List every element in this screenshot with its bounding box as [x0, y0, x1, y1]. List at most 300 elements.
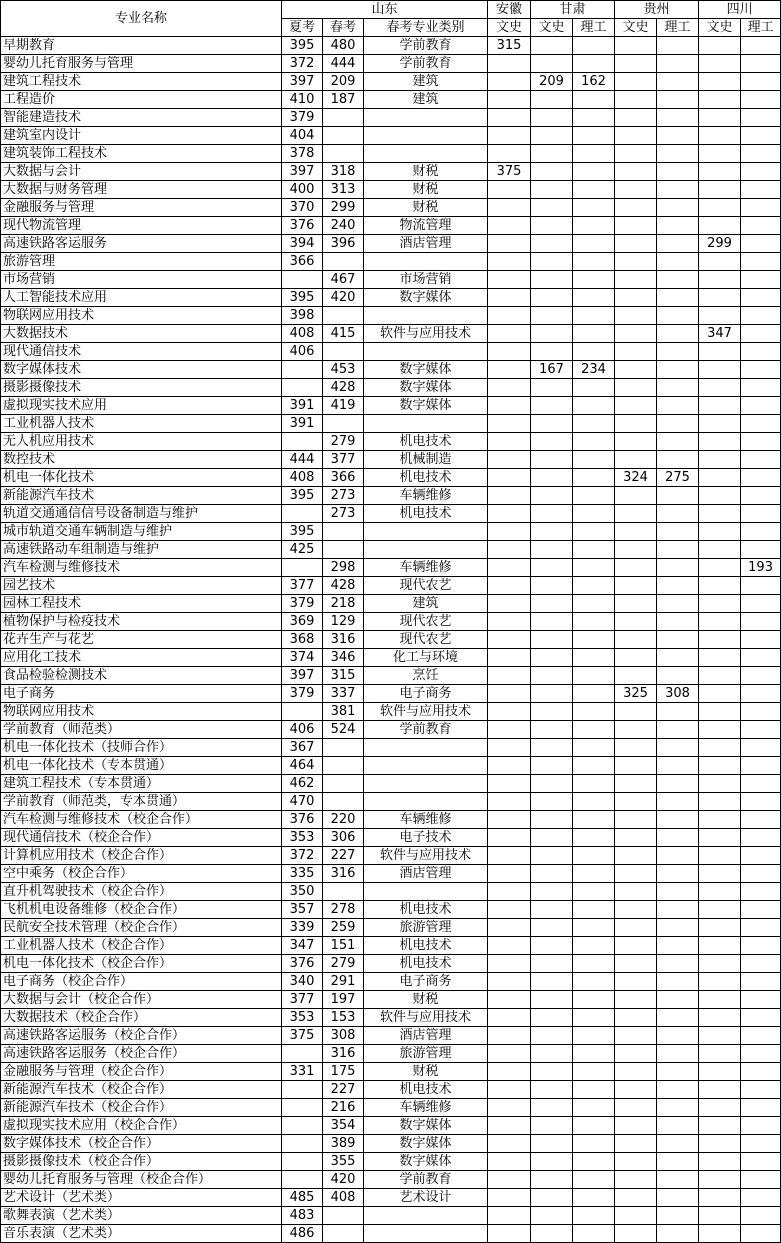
- major-name-cell: 高速铁路客运服务: [1, 235, 282, 253]
- guizhou-arts-cell: [615, 379, 657, 397]
- major-name-cell: 人工智能技术应用: [1, 289, 282, 307]
- table-row: [1, 415, 781, 433]
- gansu-arts-cell: [531, 145, 573, 163]
- sichuan-arts-cell: [699, 631, 741, 649]
- anhui-arts-cell: [488, 595, 531, 613]
- sichuan-arts-cell: [699, 1081, 741, 1099]
- summer-score-cell: 378: [282, 145, 323, 163]
- gansu-science-cell: [573, 721, 615, 739]
- sichuan-science-cell: [741, 847, 781, 865]
- guizhou-science-cell: [657, 181, 699, 199]
- gansu-science-cell: [573, 613, 615, 631]
- gansu-science-cell: [573, 91, 615, 109]
- gansu-science-cell: [573, 1117, 615, 1135]
- gansu-arts-cell: [531, 1153, 573, 1171]
- guizhou-arts-cell: [615, 523, 657, 541]
- anhui-arts-cell: [488, 793, 531, 811]
- summer-score-cell: [282, 1135, 323, 1153]
- sichuan-arts-cell: [699, 901, 741, 919]
- anhui-arts-cell: [488, 289, 531, 307]
- spring-score-cell: 316: [323, 631, 364, 649]
- spring-category-cell: 学前教育: [364, 721, 488, 739]
- guizhou-science-cell: [657, 649, 699, 667]
- sichuan-arts-cell: 299: [699, 235, 741, 253]
- spring-score-cell: 259: [323, 919, 364, 937]
- guizhou-science-cell: [657, 487, 699, 505]
- anhui-arts-cell: [488, 1009, 531, 1027]
- sichuan-science-cell: [741, 217, 781, 235]
- sichuan-arts-cell: [699, 181, 741, 199]
- sichuan-science-cell: [741, 757, 781, 775]
- gansu-arts-cell: [531, 199, 573, 217]
- major-name-cell: 音乐表演（艺术类）: [1, 1225, 282, 1243]
- guizhou-arts-cell: [615, 1225, 657, 1243]
- major-name-cell: 飞机机电设备维修（校企合作）: [1, 901, 282, 919]
- gansu-arts-cell: [531, 1063, 573, 1081]
- sichuan-science-cell: [741, 289, 781, 307]
- major-name-cell: 新能源汽车技术（校企合作）: [1, 1081, 282, 1099]
- guizhou-arts-cell: [615, 631, 657, 649]
- spring-score-cell: 366: [323, 469, 364, 487]
- spring-score-cell: 220: [323, 811, 364, 829]
- guizhou-science-cell: [657, 613, 699, 631]
- table-row: [1, 235, 781, 253]
- anhui-arts-cell: [488, 181, 531, 199]
- summer-score-cell: 398: [282, 307, 323, 325]
- guizhou-science-cell: [657, 109, 699, 127]
- guizhou-science-cell: [657, 361, 699, 379]
- anhui-arts-cell: [488, 883, 531, 901]
- guizhou-science-cell: [657, 253, 699, 271]
- gansu-arts-cell: [531, 253, 573, 271]
- table-row: [1, 829, 781, 847]
- gansu-arts-cell: [531, 595, 573, 613]
- guizhou-arts-cell: [615, 991, 657, 1009]
- table-row: [1, 505, 781, 523]
- guizhou-science-cell: [657, 307, 699, 325]
- guizhou-science-cell: [657, 1045, 699, 1063]
- spring-category-cell: 酒店管理: [364, 235, 488, 253]
- table-row: [1, 469, 781, 487]
- sichuan-arts-cell: [699, 1063, 741, 1081]
- spring-category-cell: 数字媒体: [364, 361, 488, 379]
- anhui-arts-cell: [488, 73, 531, 91]
- sichuan-arts-cell: [699, 973, 741, 991]
- sichuan-science-cell: [741, 919, 781, 937]
- sichuan-science-cell: [741, 883, 781, 901]
- sichuan-science-cell: [741, 1189, 781, 1207]
- sichuan-arts-cell: [699, 37, 741, 55]
- guizhou-science-cell: [657, 955, 699, 973]
- sichuan-science-cell: [741, 379, 781, 397]
- anhui-arts-cell: [488, 865, 531, 883]
- gansu-arts-cell: [531, 901, 573, 919]
- gansu-science-cell: [573, 811, 615, 829]
- sichuan-science-cell: [741, 271, 781, 289]
- sichuan-science-cell: [741, 631, 781, 649]
- guizhou-science-cell: [657, 235, 699, 253]
- guizhou-arts-cell: [615, 361, 657, 379]
- guizhou-science-cell: [657, 667, 699, 685]
- gansu-science-cell: [573, 469, 615, 487]
- gansu-arts-cell: [531, 793, 573, 811]
- spring-category-cell: 电子商务: [364, 973, 488, 991]
- spring-category-cell: [364, 757, 488, 775]
- major-name-cell: 建筑工程技术: [1, 73, 282, 91]
- summer-score-cell: 335: [282, 865, 323, 883]
- gansu-science-cell: [573, 847, 615, 865]
- summer-score-cell: 353: [282, 1009, 323, 1027]
- summer-score-cell: 425: [282, 541, 323, 559]
- guizhou-science-cell: [657, 721, 699, 739]
- guizhou-science-cell: [657, 379, 699, 397]
- spring-category-cell: 物流管理: [364, 217, 488, 235]
- spring-category-cell: 车辆维修: [364, 487, 488, 505]
- spring-category-cell: [364, 109, 488, 127]
- spring-score-cell: [323, 775, 364, 793]
- anhui-arts-cell: [488, 721, 531, 739]
- sichuan-science-cell: [741, 235, 781, 253]
- guizhou-science-cell: [657, 595, 699, 613]
- sichuan-science-cell: [741, 73, 781, 91]
- major-name-cell: 高速铁路客运服务（校企合作）: [1, 1027, 282, 1045]
- sichuan-arts-cell: [699, 1045, 741, 1063]
- major-name-cell: 智能建造技术: [1, 109, 282, 127]
- spring-category-cell: 机电技术: [364, 955, 488, 973]
- spring-score-cell: 278: [323, 901, 364, 919]
- major-name-cell: 电子商务: [1, 685, 282, 703]
- guizhou-science-cell: [657, 973, 699, 991]
- anhui-arts-cell: [488, 1081, 531, 1099]
- sichuan-arts-cell: [699, 685, 741, 703]
- major-name-cell: 高速铁路客运服务（校企合作）: [1, 1045, 282, 1063]
- gansu-science-cell: [573, 343, 615, 361]
- spring-category-cell: 旅游管理: [364, 1045, 488, 1063]
- spring-category-cell: 软件与应用技术: [364, 847, 488, 865]
- gansu-arts-cell: [531, 631, 573, 649]
- major-name-cell: 虚拟现实技术应用（校企合作）: [1, 1117, 282, 1135]
- guizhou-arts-cell: [615, 739, 657, 757]
- gansu-arts-cell: [531, 1081, 573, 1099]
- gansu-arts-cell: [531, 181, 573, 199]
- gansu-science-cell: [573, 829, 615, 847]
- summer-score-cell: 483: [282, 1207, 323, 1225]
- spring-category-cell: 旅游管理: [364, 919, 488, 937]
- spring-category-cell: 建筑: [364, 595, 488, 613]
- guizhou-arts-cell: [615, 235, 657, 253]
- anhui-arts-cell: [488, 361, 531, 379]
- spring-score-cell: 389: [323, 1135, 364, 1153]
- sichuan-science-cell: [741, 649, 781, 667]
- gansu-science-cell: [573, 685, 615, 703]
- table-row: [1, 253, 781, 271]
- gansu-arts-cell: [531, 721, 573, 739]
- spring-score-cell: 227: [323, 1081, 364, 1099]
- summer-score-cell: 408: [282, 325, 323, 343]
- guizhou-arts-cell: [615, 865, 657, 883]
- spring-category-cell: [364, 343, 488, 361]
- guizhou-arts-cell: [615, 667, 657, 685]
- table-row: [1, 1153, 781, 1171]
- anhui-arts-cell: 375: [488, 163, 531, 181]
- province-header-anhui: 安徽: [488, 1, 531, 19]
- table-row: [1, 1009, 781, 1027]
- gansu-science-cell: [573, 973, 615, 991]
- summer-score-cell: 397: [282, 163, 323, 181]
- summer-score-cell: 462: [282, 775, 323, 793]
- spring-score-cell: 129: [323, 613, 364, 631]
- anhui-arts-cell: [488, 253, 531, 271]
- spring-score-cell: 209: [323, 73, 364, 91]
- sichuan-science-cell: [741, 451, 781, 469]
- spring-category-cell: 车辆维修: [364, 1099, 488, 1117]
- anhui-arts-cell: [488, 1189, 531, 1207]
- spring-category-cell: 数字媒体: [364, 289, 488, 307]
- gansu-science-cell: 234: [573, 361, 615, 379]
- sichuan-arts-cell: [699, 55, 741, 73]
- sichuan-arts-cell: [699, 91, 741, 109]
- table-body: [1, 37, 781, 1243]
- sichuan-science-cell: [741, 991, 781, 1009]
- sichuan-arts-cell: [699, 379, 741, 397]
- guizhou-science-cell: [657, 145, 699, 163]
- sichuan-science-cell: [741, 1081, 781, 1099]
- spring-score-cell: 428: [323, 577, 364, 595]
- major-name-cell: 汽车检测与维修技术: [1, 559, 282, 577]
- gansu-arts-cell: [531, 37, 573, 55]
- major-name-cell: 建筑室内设计: [1, 127, 282, 145]
- table-row: [1, 973, 781, 991]
- spring-score-cell: 346: [323, 649, 364, 667]
- anhui-arts-cell: [488, 271, 531, 289]
- gansu-science-cell: [573, 253, 615, 271]
- summer-score-cell: [282, 1153, 323, 1171]
- gansu-science-cell: [573, 163, 615, 181]
- gansu-science-cell: [573, 487, 615, 505]
- summer-score-cell: [282, 361, 323, 379]
- gansu-science-cell: [573, 181, 615, 199]
- guizhou-science-cell: [657, 1117, 699, 1135]
- sichuan-arts-cell: [699, 1117, 741, 1135]
- table-row: [1, 55, 781, 73]
- major-name-cell: 现代通信技术（校企合作）: [1, 829, 282, 847]
- gansu-science-cell: [573, 1009, 615, 1027]
- summer-score-cell: 379: [282, 109, 323, 127]
- spring-score-cell: 318: [323, 163, 364, 181]
- spring-category-cell: 软件与应用技术: [364, 703, 488, 721]
- gansu-science-cell: [573, 505, 615, 523]
- major-name-cell: 机电一体化技术（校企合作）: [1, 955, 282, 973]
- spring-category-cell: 软件与应用技术: [364, 1009, 488, 1027]
- subheader-shandong-spring: 春考: [323, 19, 364, 37]
- anhui-arts-cell: [488, 505, 531, 523]
- summer-score-cell: 395: [282, 289, 323, 307]
- guizhou-arts-cell: [615, 163, 657, 181]
- spring-category-cell: 财税: [364, 199, 488, 217]
- spring-category-cell: 现代农艺: [364, 631, 488, 649]
- sichuan-science-cell: [741, 523, 781, 541]
- table-row: [1, 91, 781, 109]
- table-row: [1, 433, 781, 451]
- anhui-arts-cell: [488, 577, 531, 595]
- table-row: [1, 1117, 781, 1135]
- summer-score-cell: 394: [282, 235, 323, 253]
- summer-score-cell: 340: [282, 973, 323, 991]
- guizhou-arts-cell: [615, 415, 657, 433]
- guizhou-arts-cell: [615, 1153, 657, 1171]
- anhui-arts-cell: [488, 55, 531, 73]
- guizhou-arts-cell: [615, 613, 657, 631]
- summer-score-cell: 376: [282, 811, 323, 829]
- gansu-arts-cell: [531, 919, 573, 937]
- summer-score-cell: 376: [282, 955, 323, 973]
- gansu-science-cell: [573, 631, 615, 649]
- anhui-arts-cell: [488, 991, 531, 1009]
- gansu-arts-cell: [531, 685, 573, 703]
- summer-score-cell: 347: [282, 937, 323, 955]
- gansu-arts-cell: [531, 505, 573, 523]
- sichuan-science-cell: [741, 307, 781, 325]
- summer-score-cell: 376: [282, 217, 323, 235]
- guizhou-science-cell: [657, 415, 699, 433]
- sichuan-arts-cell: [699, 289, 741, 307]
- spring-score-cell: 240: [323, 217, 364, 235]
- sichuan-arts-cell: [699, 1099, 741, 1117]
- summer-score-cell: 391: [282, 397, 323, 415]
- major-name-cell: 应用化工技术: [1, 649, 282, 667]
- gansu-arts-cell: [531, 1171, 573, 1189]
- summer-score-cell: 444: [282, 451, 323, 469]
- guizhou-arts-cell: [615, 253, 657, 271]
- anhui-arts-cell: [488, 127, 531, 145]
- gansu-arts-cell: [531, 55, 573, 73]
- sichuan-arts-cell: [699, 883, 741, 901]
- table-row: [1, 919, 781, 937]
- anhui-arts-cell: [488, 433, 531, 451]
- table-row: [1, 73, 781, 91]
- spring-category-cell: 财税: [364, 163, 488, 181]
- guizhou-science-cell: [657, 901, 699, 919]
- spring-category-cell: [364, 883, 488, 901]
- guizhou-arts-cell: [615, 181, 657, 199]
- anhui-arts-cell: 315: [488, 37, 531, 55]
- spring-score-cell: [323, 523, 364, 541]
- guizhou-science-cell: [657, 829, 699, 847]
- spring-category-cell: [364, 541, 488, 559]
- spring-score-cell: 355: [323, 1153, 364, 1171]
- guizhou-arts-cell: [615, 91, 657, 109]
- guizhou-arts-cell: [615, 451, 657, 469]
- table-row: [1, 523, 781, 541]
- anhui-arts-cell: [488, 901, 531, 919]
- spring-category-cell: 财税: [364, 991, 488, 1009]
- summer-score-cell: 357: [282, 901, 323, 919]
- sichuan-science-cell: [741, 1135, 781, 1153]
- guizhou-arts-cell: [615, 1207, 657, 1225]
- anhui-arts-cell: [488, 775, 531, 793]
- spring-category-cell: [364, 523, 488, 541]
- subheader-gansu-arts: 文史: [531, 19, 573, 37]
- table-row: [1, 397, 781, 415]
- spring-score-cell: 273: [323, 505, 364, 523]
- sichuan-arts-cell: [699, 109, 741, 127]
- spring-category-cell: 现代农艺: [364, 577, 488, 595]
- anhui-arts-cell: [488, 397, 531, 415]
- spring-score-cell: 227: [323, 847, 364, 865]
- table-row: [1, 145, 781, 163]
- anhui-arts-cell: [488, 1045, 531, 1063]
- major-name-cell: 轨道交通通信信号设备制造与维护: [1, 505, 282, 523]
- gansu-arts-cell: [531, 649, 573, 667]
- gansu-arts-cell: [531, 235, 573, 253]
- major-name-cell: 虚拟现实技术应用: [1, 397, 282, 415]
- spring-category-cell: 机电技术: [364, 433, 488, 451]
- major-name-cell: 计算机应用技术（校企合作）: [1, 847, 282, 865]
- gansu-science-cell: [573, 217, 615, 235]
- sichuan-arts-cell: [699, 217, 741, 235]
- guizhou-science-cell: [657, 73, 699, 91]
- spring-score-cell: 408: [323, 1189, 364, 1207]
- sichuan-arts-cell: 347: [699, 325, 741, 343]
- guizhou-arts-cell: [615, 325, 657, 343]
- subheader-gansu-science: 理工: [573, 19, 615, 37]
- guizhou-arts-cell: [615, 397, 657, 415]
- spring-category-cell: [364, 253, 488, 271]
- sichuan-arts-cell: [699, 1135, 741, 1153]
- major-name-cell: 金融服务与管理: [1, 199, 282, 217]
- spring-score-cell: 151: [323, 937, 364, 955]
- major-name-cell: 工业机器人技术: [1, 415, 282, 433]
- gansu-arts-cell: [531, 703, 573, 721]
- major-name-cell: 数控技术: [1, 451, 282, 469]
- gansu-arts-cell: [531, 991, 573, 1009]
- major-name-cell: 现代通信技术: [1, 343, 282, 361]
- gansu-science-cell: [573, 1099, 615, 1117]
- guizhou-science-cell: [657, 127, 699, 145]
- summer-score-cell: 395: [282, 523, 323, 541]
- sichuan-science-cell: [741, 325, 781, 343]
- sichuan-arts-cell: [699, 433, 741, 451]
- major-name-cell: 大数据与会计（校企合作）: [1, 991, 282, 1009]
- major-name-cell: 市场营销: [1, 271, 282, 289]
- spring-score-cell: 299: [323, 199, 364, 217]
- guizhou-science-cell: [657, 343, 699, 361]
- sichuan-arts-cell: [699, 541, 741, 559]
- major-name-header: 专业名称: [1, 1, 282, 37]
- guizhou-arts-cell: [615, 1063, 657, 1081]
- table-row: [1, 631, 781, 649]
- spring-score-cell: [323, 253, 364, 271]
- gansu-science-cell: [573, 1225, 615, 1243]
- sichuan-science-cell: [741, 487, 781, 505]
- sichuan-science-cell: [741, 1171, 781, 1189]
- summer-score-cell: 353: [282, 829, 323, 847]
- anhui-arts-cell: [488, 109, 531, 127]
- spring-category-cell: 市场营销: [364, 271, 488, 289]
- guizhou-arts-cell: [615, 937, 657, 955]
- major-name-cell: 新能源汽车技术: [1, 487, 282, 505]
- anhui-arts-cell: [488, 919, 531, 937]
- spring-score-cell: [323, 343, 364, 361]
- anhui-arts-cell: [488, 1117, 531, 1135]
- table-row: [1, 757, 781, 775]
- gansu-science-cell: [573, 1027, 615, 1045]
- major-name-cell: 现代物流管理: [1, 217, 282, 235]
- table-row: [1, 451, 781, 469]
- gansu-arts-cell: [531, 1099, 573, 1117]
- sichuan-science-cell: [741, 865, 781, 883]
- guizhou-science-cell: [657, 703, 699, 721]
